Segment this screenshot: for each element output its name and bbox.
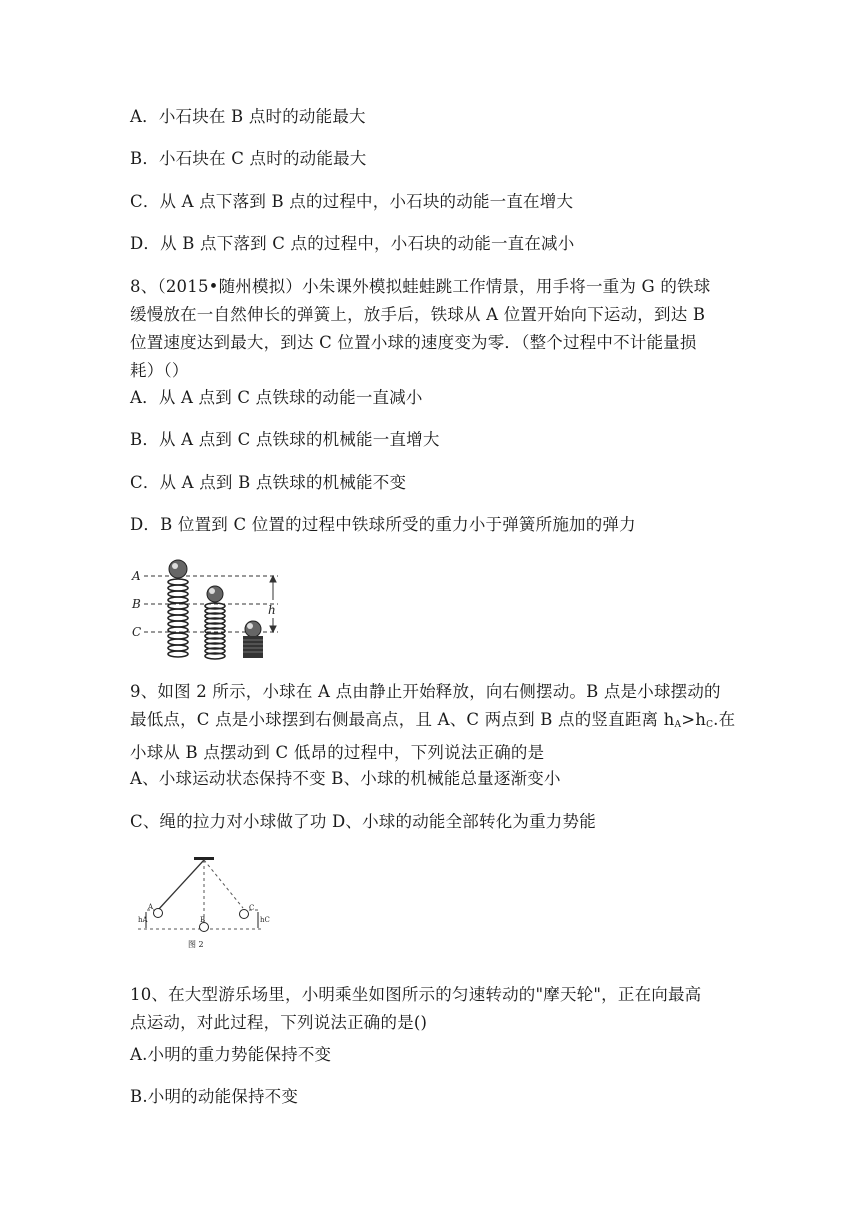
q7-option-d: D．从 B 点下落到 C 点的过程中，小石块的动能一直在减小	[130, 234, 575, 253]
string-a	[158, 860, 204, 910]
label-c: C	[132, 625, 142, 639]
q8-stem	[130, 273, 730, 385]
spring-figure	[128, 556, 298, 664]
pendulum-label-hc: hC	[260, 916, 270, 924]
label-h: h	[268, 603, 276, 617]
q10-option-a: A.小明的重力势能保持不变	[130, 1045, 332, 1064]
ball-a	[154, 909, 163, 918]
q8-stem-line-4: 耗）（）	[130, 361, 189, 380]
q9-stem-line-2: 最低点，C 点是小球摆到右侧最高点，且 A、C 两点到 B 点的竖直距离 $h_A>h_C$.在	[130, 710, 736, 730]
q7-option-c: C．从 A 点下落到 B 点的过程中，小石块的动能一直在增大	[130, 192, 574, 211]
q8-option-d: D．B 位置到 C 位置的过程中铁球所受的重力小于弹簧所施加的弹力	[130, 515, 636, 534]
pivot	[194, 857, 214, 860]
spring-2	[205, 586, 225, 659]
q8-stem-line-2: 缓慢放在一自然伸长的弹簧上，放手后，铁球从 A 位置开始向下运动，到达 B	[130, 305, 706, 324]
q8-option-a: A．从 A 点到 C 点铁球的动能一直减小	[130, 388, 423, 407]
q10-stem	[130, 981, 730, 1037]
label-a: A	[132, 569, 141, 583]
ball-c	[240, 910, 249, 919]
pendulum-caption: 图 2	[188, 940, 204, 949]
q9-options-ab: A、小球运动状态保持不变 B、小球的机械能总量逐渐变小	[130, 769, 561, 788]
pendulum-label-a: A	[148, 903, 154, 911]
q8-stem-line-3: 位置速度达到最大，到达 C 位置小球的速度变为零．（整个过程中不计能量损	[130, 333, 697, 352]
pendulum-label-ha: hA	[138, 916, 148, 924]
q10-stem-line-2: 点运动，对此过程，下列说法正确的是()	[130, 1013, 428, 1032]
q7-option-a: A．小石块在 B 点时的动能最大	[130, 107, 366, 126]
pendulum-figure	[136, 852, 270, 952]
label-b: B	[132, 597, 141, 611]
q9-options-cd: C、绳的拉力对小球做了功 D、小球的动能全部转化为重力势能	[130, 812, 596, 831]
q8-option-b: B．从 A 点到 C 点铁球的机械能一直增大	[130, 430, 440, 449]
pendulum-label-c: C	[249, 904, 255, 912]
spring-1	[168, 560, 188, 657]
q9-stem	[130, 678, 736, 767]
q9-stem-line-1: 9、如图 2 所示，小球在 A 点由静止开始释放，向右侧摆动。B 点是小球摆动的	[130, 682, 721, 701]
spring-3	[243, 621, 263, 658]
q10-stem-line-1: 10、在大型游乐场里，小明乘坐如图所示的匀速转动的"摩天轮"，正在向最高	[130, 985, 702, 1004]
q7-option-b: B．小石块在 C 点时的动能最大	[130, 149, 367, 168]
q10-option-b: B.小明的动能保持不变	[130, 1087, 299, 1106]
pendulum-label-b: B	[200, 916, 206, 924]
q8-stem-line-1: 8、（2015•随州模拟）小朱课外模拟蛙蛙跳工作情景，用手将一重为 G 的铁球	[130, 277, 711, 296]
q8-option-c: C．从 A 点到 B 点铁球的机械能不变	[130, 473, 407, 492]
q9-stem-line-3: 小球从 B 点摆动到 C 低昂的过程中，下列说法正确的是	[130, 743, 545, 762]
